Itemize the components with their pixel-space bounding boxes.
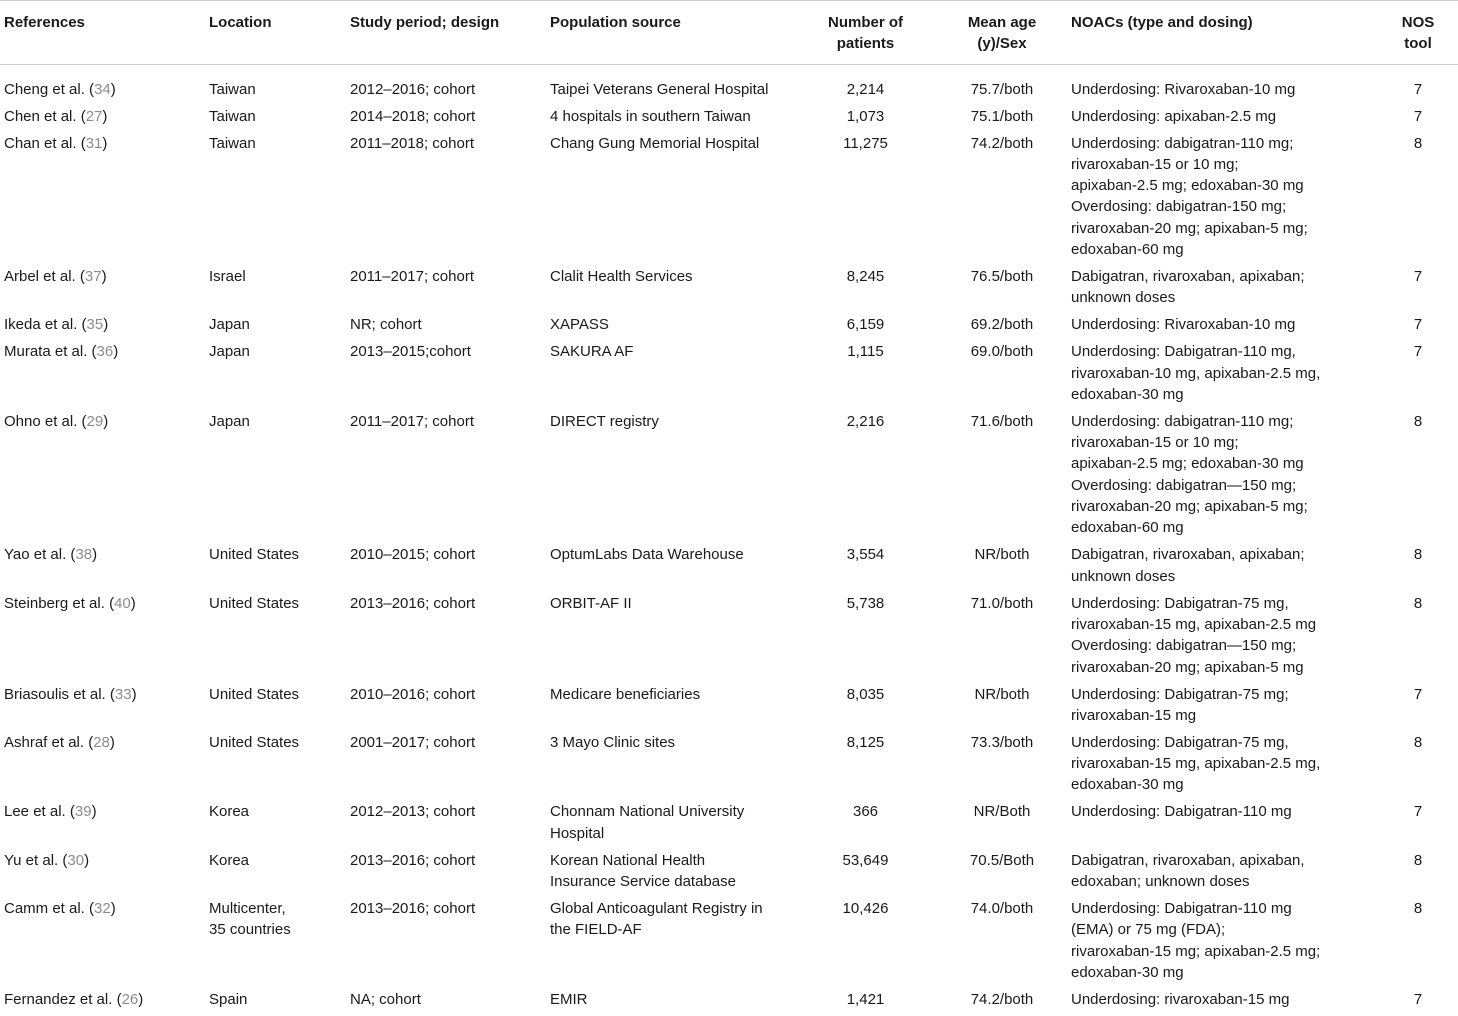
population-line: Medicare beneficiaries — [550, 685, 701, 703]
noacs-line: rivaroxaban-15 or 10 mg; — [1071, 434, 1239, 452]
cell-population — [546, 411, 794, 544]
cell-patients: 1,073 — [846, 107, 885, 125]
header-nos — [1378, 1, 1458, 65]
citation-link[interactable]: 31 — [85, 134, 103, 152]
table-row — [0, 266, 1458, 314]
header-age — [937, 1, 1067, 65]
author-text: Briasoulis et al. ( — [4, 685, 115, 703]
location-line: United States — [209, 733, 300, 751]
cell-reference — [0, 898, 205, 989]
header-noacs: NOACs (type and dosing) — [1071, 14, 1253, 31]
population-line: 4 hospitals in southern Taiwan — [550, 107, 751, 125]
cell-patients: 8,035 — [846, 685, 885, 703]
cell-age: 71.6/both — [970, 412, 1034, 430]
population-line: Clalit Health Services — [550, 268, 693, 286]
citation-link[interactable]: 27 — [85, 107, 103, 125]
cell-location — [205, 341, 346, 411]
cell-noacs — [1067, 898, 1378, 989]
header-study-period: Study period; design — [350, 14, 500, 31]
header-age-line: Mean age — [967, 14, 1037, 31]
cell-age: NR/both — [974, 685, 1030, 703]
cell-patients: 8,245 — [846, 268, 885, 286]
location-line: United States — [209, 594, 300, 612]
cell-study-period: 2010–2015; cohort — [350, 546, 476, 564]
cell-location — [205, 64, 346, 105]
cell-patients: 10,426 — [842, 899, 889, 917]
cell-patients: 6,159 — [846, 316, 885, 334]
noacs-line: unknown doses — [1071, 289, 1176, 307]
cell-nos: 7 — [1413, 343, 1423, 361]
cell-population — [546, 341, 794, 411]
table-row — [0, 544, 1458, 592]
noacs-line: Underdosing: rivaroxaban-15 mg — [1071, 990, 1290, 1008]
cell-patients: 5,738 — [846, 594, 885, 612]
cell-study-period: 2010–2016; cohort — [350, 685, 476, 703]
citation-link[interactable]: 34 — [94, 80, 111, 98]
cell-age: 69.2/both — [970, 316, 1034, 334]
author-text: Yu et al. ( — [4, 851, 68, 869]
cell-location — [205, 732, 346, 802]
noacs-line: rivaroxaban-15 mg, apixaban-2.5 mg — [1071, 615, 1317, 633]
cell-reference — [0, 989, 205, 1016]
noacs-line: rivaroxaban-15 mg, apixaban-2.5 mg, — [1071, 755, 1321, 773]
author-close: ) — [110, 80, 116, 98]
table-row — [0, 732, 1458, 802]
header-population: Population source — [550, 14, 681, 31]
noacs-line: edoxaban-30 mg — [1071, 963, 1184, 981]
cell-age: 74.2/both — [970, 990, 1034, 1008]
cell-location — [205, 989, 346, 1016]
cell-population — [546, 133, 794, 266]
cell-location — [205, 314, 346, 341]
location-line: Japan — [209, 343, 250, 361]
cell-study-period: 2001–2017; cohort — [350, 733, 476, 751]
noacs-line: Dabigatran, rivaroxaban, apixaban, — [1071, 851, 1305, 869]
cell-study-period: 2011–2017; cohort — [350, 268, 474, 286]
citation-link[interactable]: 37 — [84, 268, 102, 286]
cell-study-period: 2013–2016; cohort — [350, 851, 476, 869]
population-line: Chang Gung Memorial Hospital — [550, 134, 760, 152]
table-row — [0, 106, 1458, 133]
noacs-line: Underdosing: Dabigatran-110 mg, — [1071, 343, 1296, 361]
cell-noacs — [1067, 593, 1378, 684]
table-row — [0, 314, 1458, 341]
author-text: Ikeda et al. ( — [4, 316, 87, 334]
author-text: Yao et al. ( — [4, 546, 76, 564]
cell-nos: 7 — [1413, 107, 1423, 125]
author-text: Ashraf et al. ( — [4, 733, 94, 751]
cell-location — [205, 544, 346, 592]
cell-reference — [0, 732, 205, 802]
cell-nos: 7 — [1413, 80, 1423, 98]
table-row — [0, 341, 1458, 411]
population-line: Chonnam National University — [550, 803, 745, 821]
cell-nos: 7 — [1413, 268, 1423, 286]
cell-patients: 53,649 — [842, 851, 889, 869]
cell-noacs — [1067, 64, 1378, 105]
table-row — [0, 593, 1458, 684]
noacs-line: rivaroxaban-20 mg; apixaban-5 mg; — [1071, 498, 1308, 516]
noacs-line: rivaroxaban-15 mg — [1071, 706, 1197, 724]
cell-nos: 7 — [1413, 803, 1423, 821]
noacs-line: edoxaban; unknown doses — [1071, 872, 1250, 890]
population-line: EMIR — [550, 990, 588, 1008]
cell-age: 70.5/Both — [969, 851, 1035, 869]
author-text: Arbel et al. ( — [4, 268, 85, 286]
noacs-line: rivaroxaban-20 mg; apixaban-5 mg; — [1071, 219, 1308, 237]
location-line: Multicenter, — [209, 899, 286, 917]
cell-population — [546, 544, 794, 592]
cell-location — [205, 133, 346, 266]
author-close: ) — [101, 268, 107, 286]
cell-age: 76.5/both — [970, 268, 1034, 286]
cell-nos: 8 — [1413, 594, 1423, 612]
cell-location — [205, 684, 346, 732]
cell-location — [205, 898, 346, 989]
table-row — [0, 64, 1458, 105]
noacs-line: Underdosing: dabigatran-110 mg; — [1071, 412, 1294, 430]
cell-age: 75.7/both — [970, 80, 1034, 98]
table-row — [0, 133, 1458, 266]
header-references: References — [4, 14, 85, 31]
location-line: Taiwan — [209, 80, 256, 98]
population-line: OptumLabs Data Warehouse — [550, 546, 744, 564]
cell-reference — [0, 411, 205, 544]
cell-noacs — [1067, 411, 1378, 544]
author-close: ) — [91, 803, 97, 821]
cell-noacs — [1067, 133, 1378, 266]
noacs-line: apixaban-2.5 mg; edoxaban-30 mg — [1071, 177, 1304, 195]
cell-noacs — [1067, 684, 1378, 732]
header-nos-line: tool — [1404, 35, 1432, 53]
noacs-line: Underdosing: Rivaroxaban-10 mg — [1071, 80, 1296, 98]
location-line: Korea — [209, 851, 250, 869]
cell-reference — [0, 314, 205, 341]
cell-age: 73.3/both — [970, 733, 1034, 751]
cell-population — [546, 989, 794, 1016]
cell-nos: 7 — [1413, 685, 1423, 703]
citation-link[interactable]: 33 — [114, 685, 132, 703]
noacs-line: Underdosing: apixaban-2.5 mg — [1071, 107, 1277, 125]
population-line: Insurance Service database — [550, 872, 736, 890]
noacs-line: Dabigatran, rivaroxaban, apixaban; — [1071, 268, 1305, 286]
author-close: ) — [92, 546, 98, 564]
cell-age: 69.0/both — [970, 343, 1034, 361]
location-line: Korea — [209, 803, 250, 821]
cell-study-period: 2013–2015;cohort — [350, 343, 471, 361]
cell-noacs — [1067, 106, 1378, 133]
table-header — [0, 1, 1458, 65]
cell-noacs — [1067, 314, 1378, 341]
cell-patients: 2,216 — [846, 412, 885, 430]
cell-reference — [0, 133, 205, 266]
population-line: XAPASS — [550, 316, 609, 334]
noacs-line: edoxaban-30 mg — [1071, 776, 1184, 794]
cell-population — [546, 732, 794, 802]
author-text: Steinberg et al. ( — [4, 594, 115, 612]
cell-noacs — [1067, 341, 1378, 411]
cell-reference — [0, 64, 205, 105]
cell-population — [546, 898, 794, 989]
noacs-line: unknown doses — [1071, 567, 1176, 585]
cell-patients: 3,554 — [846, 546, 885, 564]
cell-reference — [0, 341, 205, 411]
noacs-line: rivaroxaban-10 mg, apixaban-2.5 mg, — [1071, 364, 1321, 382]
citation-link[interactable]: 38 — [75, 546, 93, 564]
cell-study-period: NA; cohort — [350, 990, 421, 1008]
noacs-line: edoxaban-60 mg — [1071, 519, 1184, 537]
header-patients-line: patients — [836, 35, 895, 53]
cell-population — [546, 801, 794, 849]
cell-location — [205, 850, 346, 898]
noacs-line: Dabigatran, rivaroxaban, apixaban; — [1071, 546, 1305, 564]
cell-location — [205, 411, 346, 544]
author-close: ) — [113, 343, 119, 361]
cell-reference — [0, 593, 205, 684]
noacs-line: Underdosing: Dabigatran-75 mg; — [1071, 685, 1289, 703]
author-text: Murata et al. ( — [4, 343, 97, 361]
citation-link[interactable]: 28 — [93, 733, 110, 751]
citation-link[interactable]: 29 — [86, 412, 104, 430]
cell-noacs — [1067, 544, 1378, 592]
population-line: 3 Mayo Clinic sites — [550, 733, 676, 751]
table-row — [0, 850, 1458, 898]
cell-nos: 8 — [1413, 733, 1423, 751]
cell-study-period: 2011–2017; cohort — [350, 412, 474, 430]
header-nos-line: NOS — [1401, 14, 1435, 31]
cell-study-period: 2013–2016; cohort — [350, 594, 476, 612]
cell-age: 74.2/both — [970, 134, 1034, 152]
cell-population — [546, 266, 794, 314]
header-location: Location — [209, 14, 272, 31]
cell-noacs — [1067, 989, 1378, 1016]
cell-nos: 8 — [1413, 899, 1423, 917]
author-text: Cheng et al. ( — [4, 80, 95, 98]
cell-reference — [0, 106, 205, 133]
author-close: ) — [102, 134, 108, 152]
noacs-line: Underdosing: Dabigatran-110 mg — [1071, 803, 1292, 821]
cell-noacs — [1067, 266, 1378, 314]
cell-patients: 1,115 — [847, 343, 884, 361]
citation-link[interactable]: 36 — [96, 343, 114, 361]
cell-study-period: NR; cohort — [350, 316, 422, 334]
cell-study-period: 2011–2018; cohort — [350, 134, 474, 152]
population-line: Hospital — [550, 824, 605, 842]
cell-nos: 8 — [1413, 412, 1423, 430]
author-close: ) — [109, 733, 115, 751]
cell-population — [546, 593, 794, 684]
location-line: Japan — [209, 412, 250, 430]
noacs-line: edoxaban-30 mg — [1071, 385, 1184, 403]
header-patients-line: Number of — [828, 14, 903, 31]
noacs-line: Underdosing: Rivaroxaban-10 mg — [1071, 316, 1296, 334]
cell-location — [205, 593, 346, 684]
citation-link[interactable]: 35 — [86, 316, 104, 334]
cell-reference — [0, 801, 205, 849]
cell-nos: 8 — [1413, 546, 1423, 564]
population-line: Global Anticoagulant Registry in — [550, 899, 763, 917]
author-close: ) — [110, 899, 116, 917]
cell-nos: 8 — [1413, 134, 1423, 152]
author-text: Lee et al. ( — [4, 803, 75, 821]
table-row — [0, 411, 1458, 544]
cell-location — [205, 106, 346, 133]
cell-population — [546, 64, 794, 105]
population-line: SAKURA AF — [550, 343, 634, 361]
location-line: United States — [209, 546, 300, 564]
citation-link[interactable]: 40 — [114, 594, 131, 612]
cell-population — [546, 850, 794, 898]
table-row — [0, 801, 1458, 849]
cell-age: 75.1/both — [970, 107, 1034, 125]
noacs-line: rivaroxaban-20 mg; apixaban-5 mg — [1071, 658, 1304, 676]
cell-population — [546, 314, 794, 341]
noacs-line: apixaban-2.5 mg; edoxaban-30 mg — [1071, 455, 1304, 473]
population-line: Korean National Health — [550, 851, 706, 869]
cell-reference — [0, 850, 205, 898]
cell-location — [205, 266, 346, 314]
cell-noacs — [1067, 801, 1378, 849]
cell-age: NR/both — [974, 546, 1030, 564]
noacs-line: Overdosing: dabigatran-150 mg; — [1071, 198, 1287, 216]
author-text: Fernandez et al. ( — [4, 990, 122, 1008]
citation-link[interactable]: 30 — [67, 851, 85, 869]
cell-study-period: 2013–2016; cohort — [350, 899, 476, 917]
cell-patients: 366 — [852, 803, 879, 821]
cell-reference — [0, 266, 205, 314]
location-line: Japan — [209, 316, 250, 334]
cell-reference — [0, 544, 205, 592]
author-close: ) — [131, 685, 137, 703]
author-close: ) — [103, 316, 109, 334]
noacs-line: Underdosing: dabigatran-110 mg; — [1071, 134, 1294, 152]
author-close: ) — [102, 107, 108, 125]
citation-link[interactable]: 32 — [94, 899, 111, 917]
noacs-line: rivaroxaban-15 or 10 mg; — [1071, 155, 1239, 173]
noacs-line: edoxaban-60 mg — [1071, 241, 1184, 259]
noacs-line: Overdosing: dabigatran—150 mg; — [1071, 637, 1297, 655]
location-line: Taiwan — [209, 107, 256, 125]
author-close: ) — [103, 412, 109, 430]
header-age-line: (y)/Sex — [977, 35, 1027, 53]
noacs-line: Underdosing: Dabigatran-75 mg, — [1071, 594, 1289, 612]
noacs-line: Underdosing: Dabigatran-75 mg, — [1071, 733, 1289, 751]
author-close: ) — [130, 594, 136, 612]
population-line: the FIELD-AF — [550, 921, 642, 939]
location-line: Spain — [209, 990, 248, 1008]
noacs-line: rivaroxaban-15 mg; apixaban-2.5 mg; — [1071, 942, 1321, 960]
cell-study-period: 2012–2013; cohort — [350, 803, 476, 821]
author-text: Camm et al. ( — [4, 899, 95, 917]
author-close: ) — [138, 990, 144, 1008]
cell-population — [546, 106, 794, 133]
location-line: Israel — [209, 268, 246, 286]
population-line: DIRECT registry — [550, 412, 659, 430]
citation-link[interactable]: 39 — [74, 803, 92, 821]
table-body — [0, 64, 1458, 1016]
location-line: United States — [209, 685, 300, 703]
noacs-line: Underdosing: Dabigatran-110 mg — [1071, 899, 1292, 917]
population-line: ORBIT-AF II — [550, 594, 632, 612]
location-line: Taiwan — [209, 134, 256, 152]
author-text: Ohno et al. ( — [4, 412, 87, 430]
cell-location — [205, 801, 346, 849]
cell-nos: 7 — [1413, 990, 1423, 1008]
cell-age: 74.0/both — [970, 899, 1034, 917]
cell-population — [546, 684, 794, 732]
cell-patients: 8,125 — [846, 733, 885, 751]
cell-patients: 2,214 — [846, 80, 885, 98]
header-patients — [794, 1, 937, 65]
author-close: ) — [84, 851, 90, 869]
noacs-line: Overdosing: dabigatran—150 mg; — [1071, 476, 1297, 494]
author-text: Chen et al. ( — [4, 107, 86, 125]
cell-age: NR/Both — [973, 803, 1031, 821]
cell-reference — [0, 684, 205, 732]
table-row — [0, 684, 1458, 732]
noacs-line: (EMA) or 75 mg (FDA); — [1071, 921, 1226, 939]
cell-study-period: 2012–2016; cohort — [350, 80, 476, 98]
location-line: 35 countries — [209, 921, 291, 939]
cell-nos: 8 — [1413, 851, 1423, 869]
table-row — [0, 898, 1458, 989]
table-row — [0, 989, 1458, 1016]
cell-patients: 1,421 — [846, 990, 885, 1008]
cell-nos: 7 — [1413, 316, 1423, 334]
population-line: Taipei Veterans General Hospital — [550, 80, 769, 98]
cell-noacs — [1067, 732, 1378, 802]
author-text: Chan et al. ( — [4, 134, 86, 152]
cell-study-period: 2014–2018; cohort — [350, 107, 476, 125]
cell-patients: 11,275 — [843, 134, 888, 152]
citation-link[interactable]: 26 — [121, 990, 139, 1008]
cell-age: 71.0/both — [970, 594, 1034, 612]
cell-noacs — [1067, 850, 1378, 898]
